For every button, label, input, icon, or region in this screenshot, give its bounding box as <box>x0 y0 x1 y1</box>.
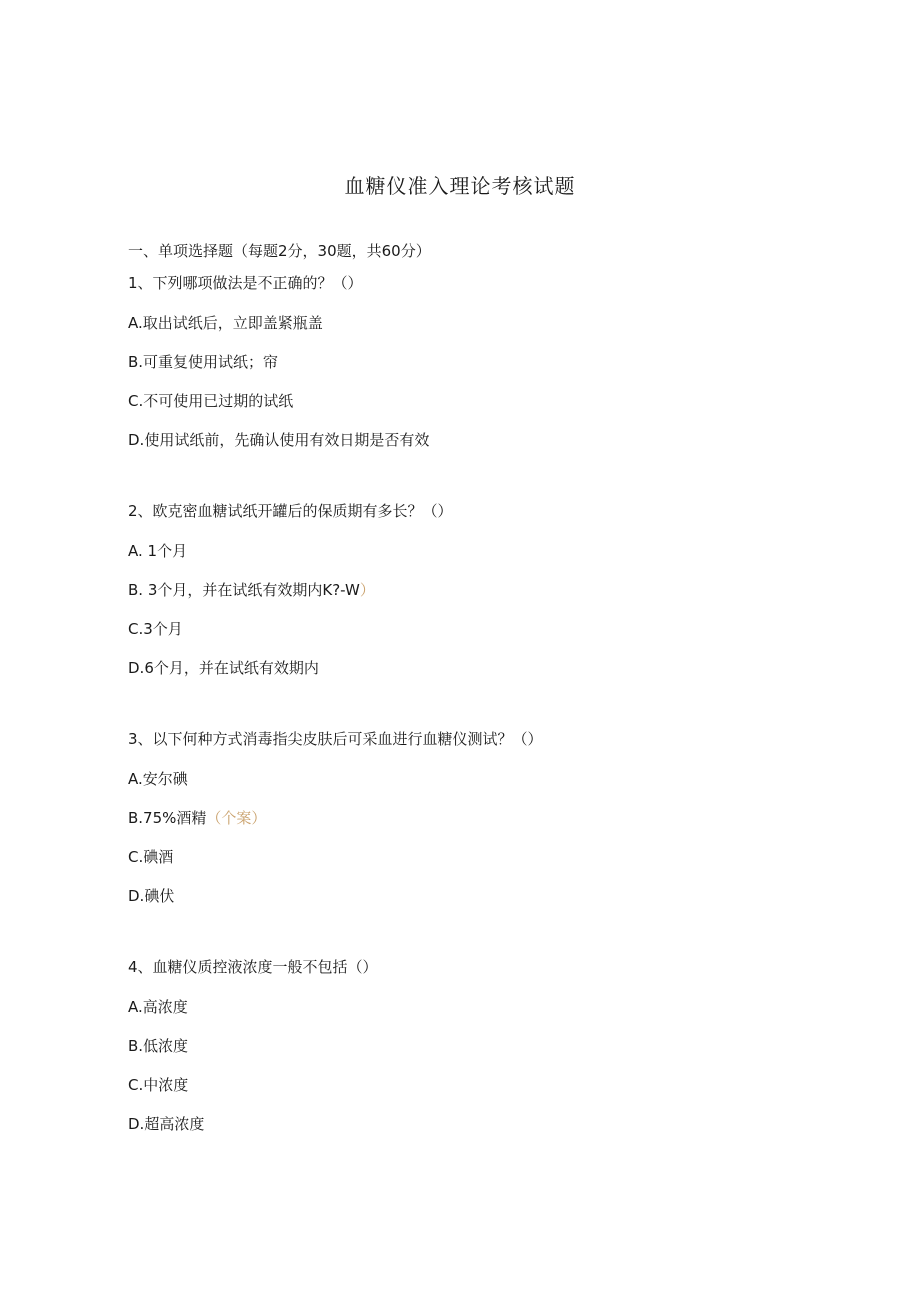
question-1-option-b: B.可重复使用试纸；帘 <box>128 353 279 371</box>
question-3-option-b <box>128 807 266 828</box>
question-2-option-b <box>128 579 375 600</box>
question-2-option-a: A. 1个月 <box>128 542 188 560</box>
question-3-option-a: A.安尔碘 <box>128 770 188 788</box>
question-3-option-b-text: B.75%酒精 <box>128 809 207 827</box>
question-4-stem: 4、血糖仪质控液浓度一般不包括（） <box>128 958 378 976</box>
page-title: 血糖仪准入理论考核试题 <box>344 174 576 198</box>
question-4-option-b: B.低浓度 <box>128 1037 189 1055</box>
section-heading: 一、单项选择题（每题2分，30题，共60分） <box>128 242 431 260</box>
question-2-option-b-mark: ） <box>359 581 375 599</box>
question-2-option-d: D.6个月，并在试纸有效期内 <box>128 659 319 677</box>
question-3-option-d: D.碘伏 <box>128 887 175 905</box>
question-1-option-a: A.取出试纸后，立即盖紧瓶盖 <box>128 314 323 332</box>
question-1-stem: 1、下列哪项做法是不正确的？（） <box>128 274 363 292</box>
question-4-option-c: C.中浓度 <box>128 1076 189 1094</box>
question-4-option-a: A.高浓度 <box>128 998 188 1016</box>
question-2-option-c: C.3个月 <box>128 620 183 638</box>
question-2-stem: 2、欧克密血糖试纸开罐后的保质期有多长？（） <box>128 502 453 520</box>
question-4-option-d: D.超高浓度 <box>128 1115 205 1133</box>
question-1-option-d: D.使用试纸前，先确认使用有效日期是否有效 <box>128 431 430 449</box>
question-1-option-c: C.不可使用已过期的试纸 <box>128 392 294 410</box>
question-3-option-b-mark: （个案） <box>206 809 267 827</box>
question-3-stem: 3、以下何种方式消毒指尖皮肤后可采血进行血糖仪测试？（） <box>128 730 543 748</box>
question-2-option-b-text: B. 3个月，并在试纸有效期内K?-W <box>128 581 360 599</box>
question-3-option-c: C.碘酒 <box>128 848 174 866</box>
